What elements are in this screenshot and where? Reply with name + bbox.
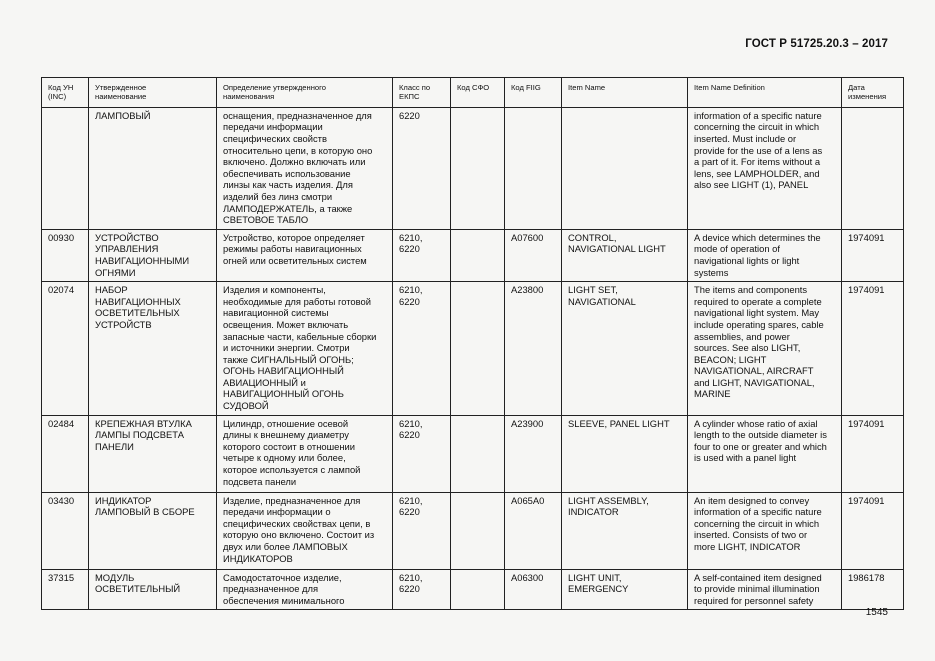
table-row (42, 282, 904, 416)
cell-class: 6210, 6220 (393, 569, 451, 610)
cell-class: 6210, 6220 (393, 492, 451, 569)
cell-inc: 37315 (42, 569, 89, 610)
cell-fiig: A23800 (505, 282, 562, 416)
column-header-approved-name: Утвержденное наименование (89, 78, 217, 108)
column-header-sfo: Код СФО (451, 78, 505, 108)
cell-inc: 03430 (42, 492, 89, 569)
cell-class: 6210, 6220 (393, 282, 451, 416)
cell-class: 6210, 6220 (393, 229, 451, 281)
cell-fiig (505, 107, 562, 229)
cell-definition: Устройство, которое определяет режимы работы навигационных огней или осветительных систем (217, 229, 393, 281)
cell-approved-name: ЛАМПОВЫЙ (89, 107, 217, 229)
cell-inc: 00930 (42, 229, 89, 281)
cell-sfo (451, 107, 505, 229)
cell-class: 6220 (393, 107, 451, 229)
cell-inc: 02484 (42, 415, 89, 492)
table-row (42, 229, 904, 281)
cell-item-name: SLEEVE, PANEL LIGHT (562, 415, 688, 492)
cell-fiig: A23900 (505, 415, 562, 492)
cell-item-name: LIGHT UNIT, EMERGENCY (562, 569, 688, 610)
cell-date (842, 107, 904, 229)
cell-sfo (451, 569, 505, 610)
cell-inc (42, 107, 89, 229)
cell-class: 6210, 6220 (393, 415, 451, 492)
document-title: ГОСТ Р 51725.20.3 – 2017 (745, 38, 888, 50)
cell-item-name: LIGHT ASSEMBLY, INDICATOR (562, 492, 688, 569)
cell-item-definition: An item designed to convey information of a specific nature concerning the circuit in which inserted. Consists of two or more LIGHT, INDICATOR (688, 492, 842, 569)
cell-approved-name: НАБОР НАВИГАЦИОННЫХ ОСВЕТИТЕЛЬНЫХ УСТРОЙСТВ (89, 282, 217, 416)
cell-sfo (451, 492, 505, 569)
cell-item-definition: A self-contained item designed to provide minimal illumination required for personnel safety (688, 569, 842, 610)
cell-fiig: A07600 (505, 229, 562, 281)
column-header-item-name: Item Name (562, 78, 688, 108)
cell-definition: Изделия и компоненты, необходимые для работы готовой навигационной системы освещения. Может включать запасные части, кабельные сборки и источники энергии. Смотри также СИГНАЛЬНЫЙ ОГОНЬ; ОГОНЬ НАВИГАЦИОННЫЙ АВИАЦИОННЫЙ и НАВИГАЦИОННЫЙ ОГОНЬ СУДОВОЙ (217, 282, 393, 416)
column-header-fiig: Код FIIG (505, 78, 562, 108)
cell-item-name: CONTROL, NAVIGATIONAL LIGHT (562, 229, 688, 281)
table-row (42, 107, 904, 229)
column-header-inc: Код УН (INC) (42, 78, 89, 108)
cell-sfo (451, 229, 505, 281)
cell-approved-name: МОДУЛЬ ОСВЕТИТЕЛЬНЫЙ (89, 569, 217, 610)
cell-sfo (451, 415, 505, 492)
cell-approved-name: КРЕПЕЖНАЯ ВТУЛКА ЛАМПЫ ПОДСВЕТА ПАНЕЛИ (89, 415, 217, 492)
page-number: 1545 (865, 607, 888, 618)
cell-date: 1974091 (842, 492, 904, 569)
cell-item-definition: information of a specific nature concerning the circuit in which inserted. Must include or provide for the use of a lens as a part of it. For items without a lens, see LAMPHOLDER, and also see LIGHT (1), PANEL (688, 107, 842, 229)
cell-approved-name: ИНДИКАТОР ЛАМПОВЫЙ В СБОРЕ (89, 492, 217, 569)
cell-inc: 02074 (42, 282, 89, 416)
cell-fiig: A065A0 (505, 492, 562, 569)
table-row (42, 415, 904, 492)
table-row (42, 569, 904, 610)
table-header-row (42, 78, 904, 108)
cell-item-name (562, 107, 688, 229)
cell-fiig: A06300 (505, 569, 562, 610)
cell-item-name: LIGHT SET, NAVIGATIONAL (562, 282, 688, 416)
cell-item-definition: The items and components required to operate a complete navigational light system. May include operating spares, cable assemblies, and power sources. See also LIGHT, BEACON; LIGHT NAVIGATIONAL, AIRCRAFT and LIGHT, NAVIGATIONAL, MARINE (688, 282, 842, 416)
cell-sfo (451, 282, 505, 416)
cell-date: 1986178 (842, 569, 904, 610)
column-header-item-definition: Item Name Definition (688, 78, 842, 108)
specification-table (41, 77, 904, 610)
cell-approved-name: УСТРОЙСТВО УПРАВЛЕНИЯ НАВИГАЦИОННЫМИ ОГНЯМИ (89, 229, 217, 281)
column-header-definition: Определение утвержденного наименования (217, 78, 393, 108)
cell-definition: Самодостаточное изделие, предназначенное для обеспечения минимального (217, 569, 393, 610)
cell-item-definition: A cylinder whose ratio of axial length to the outside diameter is four to one or greater and which is used with a panel light (688, 415, 842, 492)
column-header-date: Дата изменения (842, 78, 904, 108)
cell-definition: Цилиндр, отношение осевой длины к внешнему диаметру которого состоит в отношении четыре к одному или более, которое используется с лампой подсвета панели (217, 415, 393, 492)
cell-date: 1974091 (842, 282, 904, 416)
cell-date: 1974091 (842, 229, 904, 281)
cell-date: 1974091 (842, 415, 904, 492)
column-header-class: Класс по ЕКПС (393, 78, 451, 108)
cell-definition: Изделие, предназначенное для передачи информации о специфических свойствах цепи, в которую оно включено. Состоит из двух или более ЛАМПОВЫХ ИНДИКАТОРОВ (217, 492, 393, 569)
cell-definition: оснащения, предназначенное для передачи информации специфических свойств относительно цепи, в которую оно включено. Должно включать или обеспечивать использование линзы как часть изделия. Для изделий без линз смотри ЛАМПОДЕРЖАТЕЛЬ, а также СВЕТОВОЕ ТАБЛО (217, 107, 393, 229)
cell-item-definition: A device which determines the mode of operation of navigational lights or light systems (688, 229, 842, 281)
table-row (42, 492, 904, 569)
